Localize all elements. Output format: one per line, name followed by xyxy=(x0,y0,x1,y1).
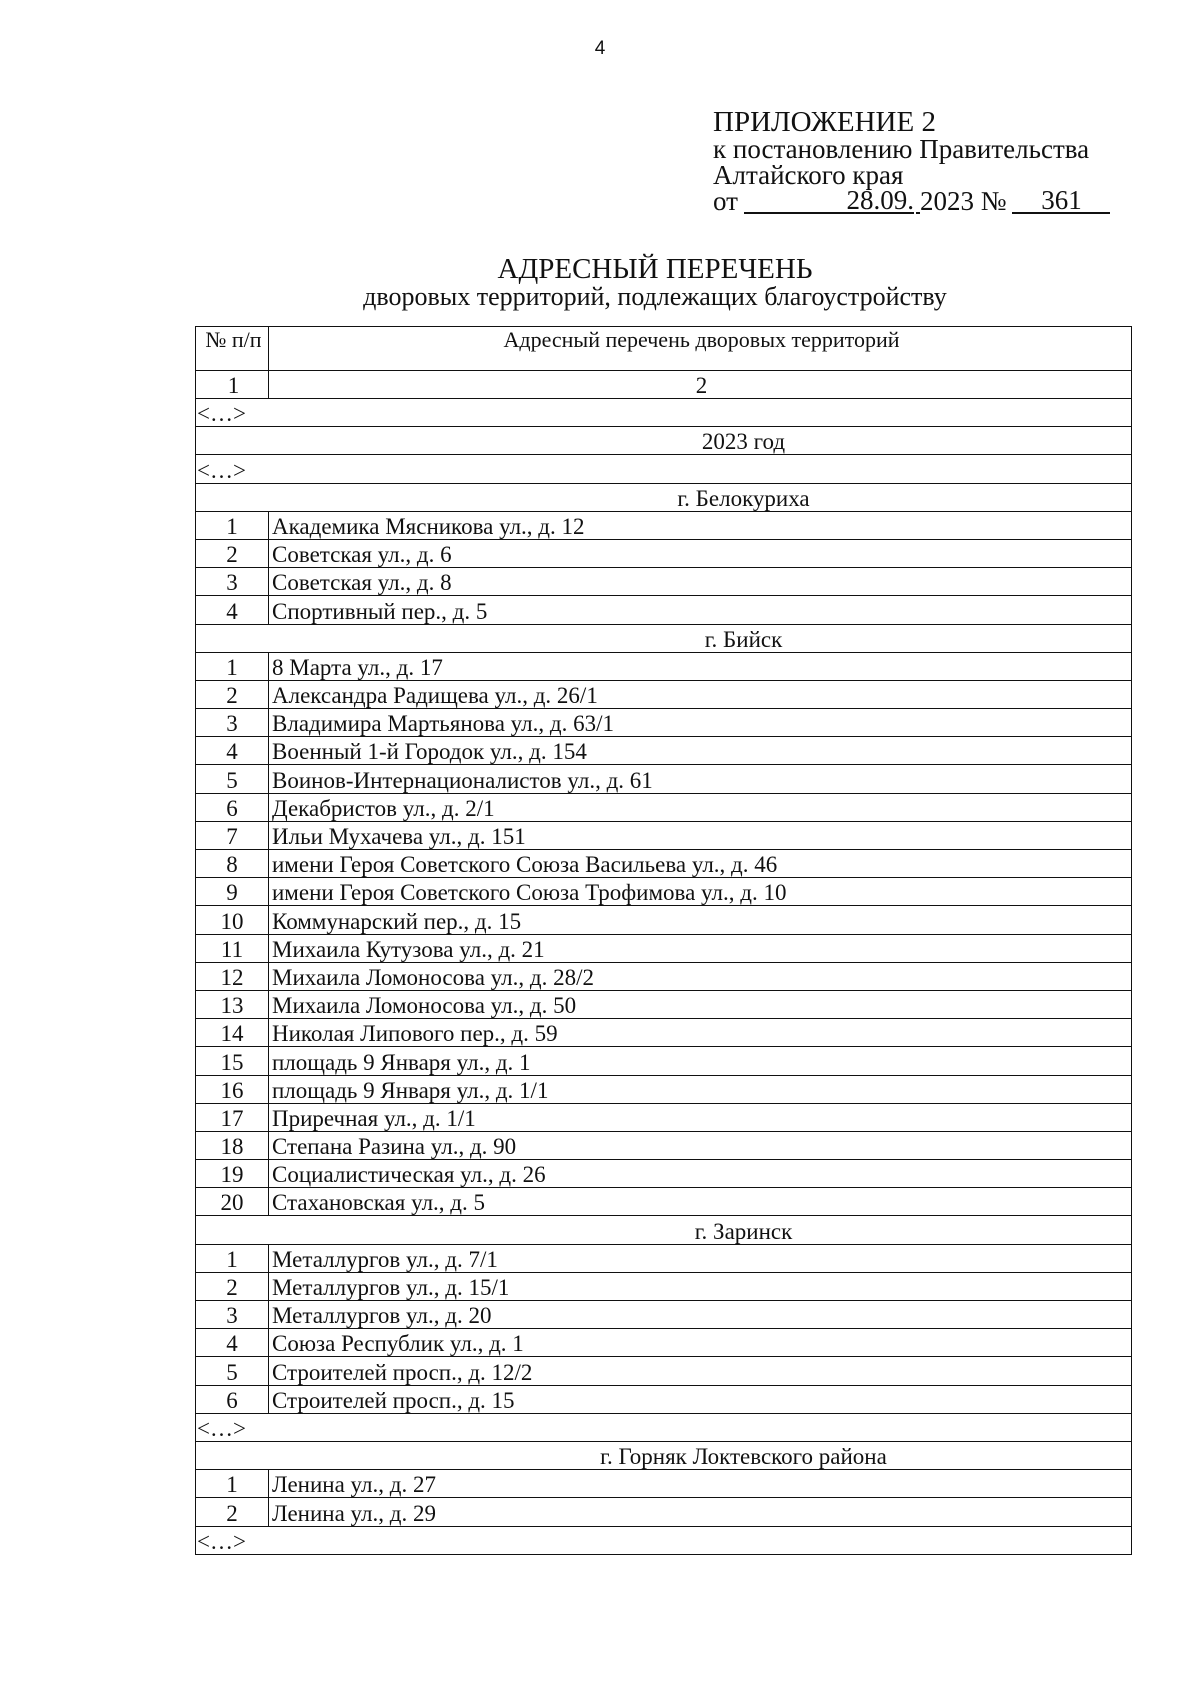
city-section-row xyxy=(196,1216,1132,1244)
row-address: Военный 1-й Городок ул., д. 154 xyxy=(269,737,1132,765)
row-number: 4 xyxy=(196,1329,269,1357)
table-row xyxy=(196,568,1132,596)
row-address: Коммунарский пер., д. 15 xyxy=(269,906,1132,934)
row-number: 18 xyxy=(196,1131,269,1159)
row-number: 19 xyxy=(196,1160,269,1188)
row-number: 3 xyxy=(196,1301,269,1329)
row-address: Стахановская ул., д. 5 xyxy=(269,1188,1132,1216)
row-address: Металлургов ул., д. 7/1 xyxy=(269,1244,1132,1272)
row-number: 10 xyxy=(196,906,269,934)
column-numbers-row xyxy=(196,371,1132,399)
table-row xyxy=(196,934,1132,962)
omission-row-text: <…> xyxy=(196,399,1132,427)
row-address: Ильи Мухачева ул., д. 151 xyxy=(269,821,1132,849)
row-address: Советская ул., д. 6 xyxy=(269,539,1132,567)
row-number: 6 xyxy=(196,1385,269,1413)
table-row xyxy=(196,1244,1132,1272)
table-row xyxy=(196,821,1132,849)
city-section-row-text: г. Заринск xyxy=(196,1216,1132,1244)
table-row xyxy=(196,737,1132,765)
row-number: 2 xyxy=(196,1272,269,1300)
omission-row xyxy=(196,455,1132,483)
appendix-line-1: к постановлению Правительства xyxy=(713,134,1090,164)
row-address: Социалистическая ул., д. 26 xyxy=(269,1160,1132,1188)
row-address: Строителей просп., д. 15 xyxy=(269,1385,1132,1413)
row-address: Союза Республик ул., д. 1 xyxy=(269,1329,1132,1357)
city-section-row-text: г. Белокуриха xyxy=(196,483,1132,511)
table-row xyxy=(196,1357,1132,1385)
row-number: 6 xyxy=(196,793,269,821)
address-table xyxy=(195,326,1132,1555)
row-number: 2 xyxy=(196,1498,269,1526)
table-row xyxy=(196,680,1132,708)
row-address: Ленина ул., д. 29 xyxy=(269,1498,1132,1526)
omission-row xyxy=(196,399,1132,427)
row-address: Николая Липового пер., д. 59 xyxy=(269,1019,1132,1047)
city-section-row-text: г. Горняк Локтевского района xyxy=(196,1441,1132,1469)
header-address: Адресный перечень дворовых территорий xyxy=(269,327,1132,371)
row-number: 9 xyxy=(196,878,269,906)
omission-row-text: <…> xyxy=(196,1413,1132,1441)
row-address: Михаила Ломоносова ул., д. 50 xyxy=(269,990,1132,1018)
table-row xyxy=(196,990,1132,1018)
row-address: Академика Мясникова ул., д. 12 xyxy=(269,511,1132,539)
table-row xyxy=(196,1075,1132,1103)
row-number: 11 xyxy=(196,934,269,962)
omission-row-text: <…> xyxy=(196,1526,1132,1554)
row-address: Михаила Ломоносова ул., д. 28/2 xyxy=(269,962,1132,990)
appendix-title: ПРИЛОЖЕНИЕ 2 xyxy=(713,106,936,138)
row-number: 14 xyxy=(196,1019,269,1047)
table-row xyxy=(196,596,1132,624)
document-title: АДРЕСНЫЙ ПЕРЕЧЕНЬ xyxy=(497,253,813,285)
omission-row xyxy=(196,1413,1132,1441)
resolution-number: 361 xyxy=(1012,188,1110,214)
city-section-row-text: г. Бийск xyxy=(196,624,1132,652)
table-row xyxy=(196,1329,1132,1357)
row-address: Ленина ул., д. 27 xyxy=(269,1470,1132,1498)
table-row xyxy=(196,1188,1132,1216)
city-section-row xyxy=(196,1441,1132,1469)
table-row xyxy=(196,1047,1132,1075)
row-address: Степана Разина ул., д. 90 xyxy=(269,1131,1132,1159)
row-number: 1 xyxy=(196,511,269,539)
row-number: 1 xyxy=(196,652,269,680)
row-number: 3 xyxy=(196,709,269,737)
row-address: Металлургов ул., д. 20 xyxy=(269,1301,1132,1329)
table-row xyxy=(196,539,1132,567)
appendix-line-2: Алтайского края xyxy=(713,160,904,190)
table-row xyxy=(196,652,1132,680)
row-address: Металлургов ул., д. 15/1 xyxy=(269,1272,1132,1300)
document-subtitle: дворовых территорий, подлежащих благоустройству xyxy=(363,282,947,311)
column-number-2: 2 xyxy=(269,371,1132,399)
row-number: 5 xyxy=(196,1357,269,1385)
table-row xyxy=(196,878,1132,906)
row-number: 8 xyxy=(196,850,269,878)
year-row-text: 2023 год xyxy=(196,427,1132,455)
row-address: Александра Радищева ул., д. 26/1 xyxy=(269,680,1132,708)
table-row xyxy=(196,709,1132,737)
row-number: 13 xyxy=(196,990,269,1018)
table-row xyxy=(196,793,1132,821)
row-number: 4 xyxy=(196,596,269,624)
table-row xyxy=(196,1385,1132,1413)
year-row xyxy=(196,427,1132,455)
city-section-row xyxy=(196,483,1132,511)
table-row xyxy=(196,1272,1132,1300)
row-address: площадь 9 Января ул., д. 1 xyxy=(269,1047,1132,1075)
row-address: Строителей просп., д. 12/2 xyxy=(269,1357,1132,1385)
row-address: Воинов-Интернационалистов ул., д. 61 xyxy=(269,765,1132,793)
omission-row-text: <…> xyxy=(196,455,1132,483)
row-number: 20 xyxy=(196,1188,269,1216)
row-number: 15 xyxy=(196,1047,269,1075)
row-number: 12 xyxy=(196,962,269,990)
table-row xyxy=(196,1103,1132,1131)
row-address: площадь 9 Января ул., д. 1/1 xyxy=(269,1075,1132,1103)
row-number: 3 xyxy=(196,568,269,596)
appendix-block xyxy=(713,108,1110,214)
table-row xyxy=(196,850,1132,878)
from-label: от xyxy=(713,186,738,216)
row-address: имени Героя Советского Союза Трофимова ул., д. 10 xyxy=(269,878,1132,906)
row-number: 1 xyxy=(196,1244,269,1272)
row-address: 8 Марта ул., д. 17 xyxy=(269,652,1132,680)
row-address: Спортивный пер., д. 5 xyxy=(269,596,1132,624)
row-number: 1 xyxy=(196,1470,269,1498)
resolution-year: 2023 № xyxy=(919,186,1007,216)
header-number: № п/п xyxy=(196,327,269,371)
table-row xyxy=(196,1470,1132,1498)
table-header-row xyxy=(196,327,1132,371)
table-row xyxy=(196,1498,1132,1526)
row-number: 7 xyxy=(196,821,269,849)
table-row xyxy=(196,511,1132,539)
row-number: 2 xyxy=(196,680,269,708)
column-number-1: 1 xyxy=(196,371,269,399)
table-row xyxy=(196,765,1132,793)
row-address: Декабристов ул., д. 2/1 xyxy=(269,793,1132,821)
table-row xyxy=(196,1301,1132,1329)
page-number: 4 xyxy=(594,38,606,59)
table-row xyxy=(196,906,1132,934)
table-row xyxy=(196,962,1132,990)
row-address: Советская ул., д. 8 xyxy=(269,568,1132,596)
omission-row xyxy=(196,1526,1132,1554)
row-number: 17 xyxy=(196,1103,269,1131)
row-number: 2 xyxy=(196,539,269,567)
resolution-date: 28.09. xyxy=(744,188,914,214)
table-row xyxy=(196,1019,1132,1047)
row-number: 4 xyxy=(196,737,269,765)
appendix-date-line xyxy=(713,185,1110,216)
row-address: имени Героя Советского Союза Васильева ул., д. 46 xyxy=(269,850,1132,878)
row-address: Михаила Кутузова ул., д. 21 xyxy=(269,934,1132,962)
row-address: Приречная ул., д. 1/1 xyxy=(269,1103,1132,1131)
row-number: 16 xyxy=(196,1075,269,1103)
row-number: 5 xyxy=(196,765,269,793)
table-row xyxy=(196,1131,1132,1159)
table-row xyxy=(196,1160,1132,1188)
city-section-row xyxy=(196,624,1132,652)
row-address: Владимира Мартьянова ул., д. 63/1 xyxy=(269,709,1132,737)
